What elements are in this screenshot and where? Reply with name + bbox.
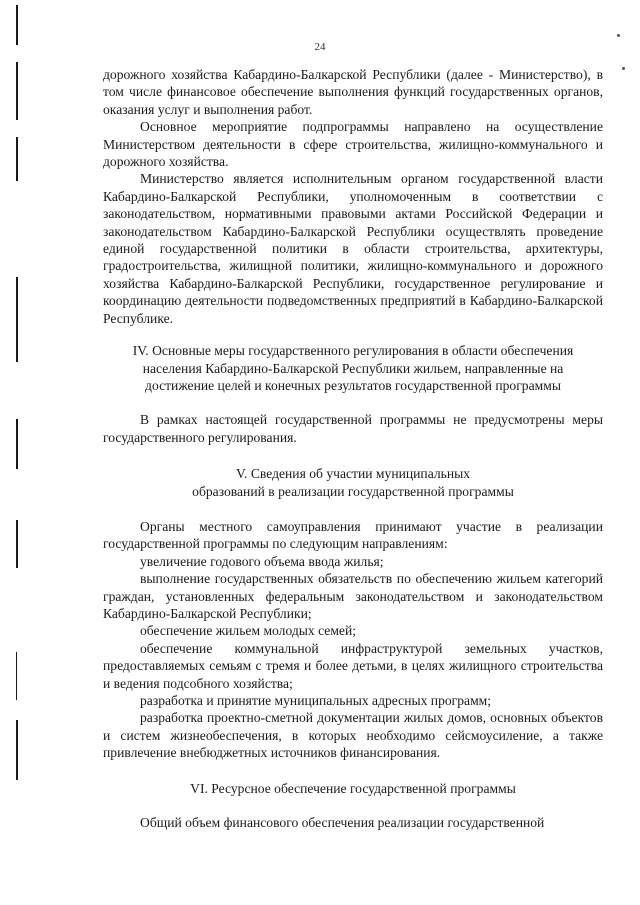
section-4-heading-line: достижение целей и конечных результатов государственной программы	[145, 377, 561, 393]
list-item: выполнение государственных обязательств по обеспечению жильем категорий граждан, установленных федеральным законодательством и законодательством Кабардино-Балкарской Республики;	[103, 571, 603, 621]
document-body	[103, 66, 603, 831]
list-item: разработка проектно-сметной документации жилых домов, основных объектов и систем жизнеобеспечения, в которых необходимо сейсмоусиление, а также привлечение внебюджетных источников финансирования.	[103, 710, 603, 761]
section-5-heading	[103, 465, 603, 500]
list-item: разработка и принятие муниципальных адресных программ;	[140, 693, 492, 708]
section-4-heading-line: IV. Основные меры государственного регулирования в области обеспечения	[132, 343, 574, 359]
list-item: обеспечение жильем молодых семей;	[140, 623, 357, 639]
section-6-body: Общий объем финансового обеспечения реализации государственной	[140, 815, 545, 831]
section-4-body: В рамках настоящей государственной программы не предусмотрены меры государственного регулирования.	[103, 412, 603, 445]
scan-speck	[617, 34, 620, 37]
paragraph-main-activity: Основное мероприятие подпрограммы направлено на осуществление Министерством деятельности в сфере строительства, жилищно-коммунального и дорожного хозяйства.	[103, 119, 603, 170]
margin-scan-line	[16, 62, 18, 120]
paragraph-ministry-role: Министерство является исполнительным органом государственной власти Кабардино-Балкарской Республики, уполномоченным в соответствии с законодательством, нормативными правовыми актами Российской Федерации и законодательством Кабардино-Балкарской Республики осуществлять проведение единой государственной политики в области строительства, архитектуры, градостроительства, жилищной политики, жилищно-коммунального и дорожного хозяйства Кабардино-Балкарской Республики, государственное регулирование и координацию деятельности подведомственных предприятий в Кабардино-Балкарской Республике.	[103, 171, 603, 326]
scan-speck	[622, 67, 625, 70]
section-5-heading-line: образований в реализации государственной программы	[192, 483, 514, 499]
margin-scan-line	[16, 652, 17, 700]
margin-scan-line	[16, 720, 18, 780]
section-5-intro: Органы местного самоуправления принимают участие в реализации государственной программы по следующим направлениям:	[103, 518, 603, 552]
margin-scan-line	[16, 277, 18, 362]
page-number: 24	[314, 41, 326, 53]
section-4-heading	[103, 342, 603, 394]
list-item: увеличение годового объема ввода жилья;	[140, 553, 384, 569]
paragraph-ministry-definition: дорожного хозяйства Кабардино-Балкарской Республики (далее - Министерство), в том числе финансовое обеспечение выполнения функций государственных органов, оказания услуг и выполнения работ.	[103, 67, 603, 117]
margin-scan-line	[16, 5, 18, 45]
section-6-heading: VI. Ресурсное обеспечение государственной программы	[190, 780, 516, 796]
section-4-heading-line: населения Кабардино-Балкарской Республики жильем, направленные на	[142, 360, 564, 376]
margin-scan-line	[16, 419, 18, 469]
margin-scan-line	[16, 520, 18, 568]
section-5-heading-line: V. Сведения об участии муниципальных	[235, 466, 471, 482]
list-item: обеспечение коммунальной инфраструктурой земельных участков, предоставляемых семьям с тремя и более детьми, в целях жилищного строительства и ведения подсобного хозяйства;	[103, 640, 603, 691]
margin-scan-line	[16, 137, 18, 181]
